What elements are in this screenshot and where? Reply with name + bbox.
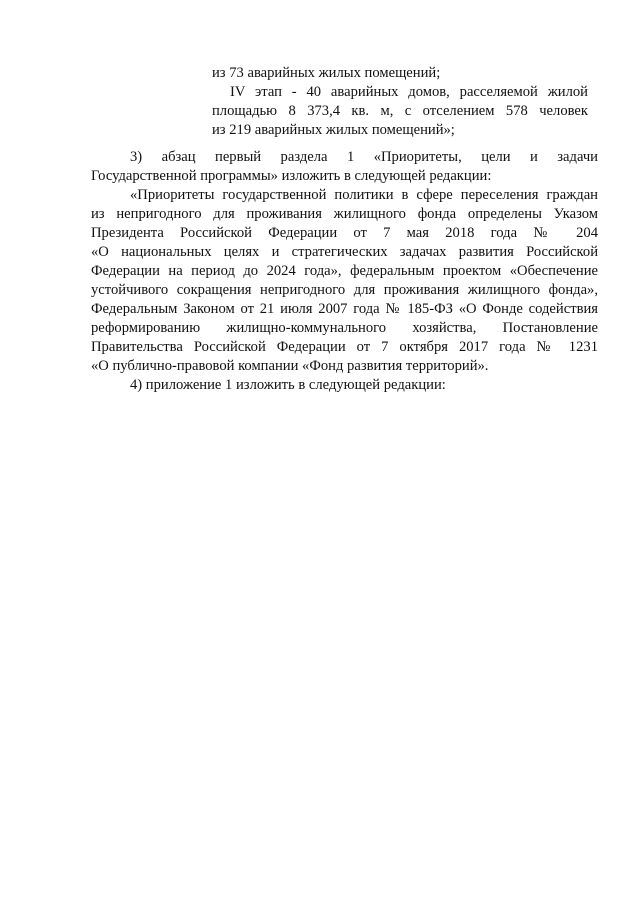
quote-line: «Приоритеты государственной политики в сфере переселения граждан: [130, 187, 598, 203]
quote-line: Президента Российской Федерации от 7 мая 2018 года № 204: [91, 225, 598, 241]
quote-line: Федерации на период до 2024 года», федеральным проектом «Обеспечение: [91, 263, 598, 279]
text-line: Государственной программы» изложить в следующей редакции:: [91, 168, 492, 184]
quote-line: устойчивого сокращения непригодного для проживания жилищного фонда»,: [91, 282, 598, 298]
paragraph-item-4: 4) приложение 1 изложить в следующей редакции:: [130, 377, 446, 393]
quote-line: Правительства Российской Федерации от 7 октября 2017 года № 1231: [91, 339, 598, 355]
quote-line: реформированию жилищно-коммунального хозяйства, Постановление: [91, 320, 598, 336]
quote-line: из непригодного для проживания жилищного фонда определены Указом: [91, 206, 598, 222]
text-line: из 73 аварийных жилых помещений;: [212, 65, 441, 81]
text-line: площадью 8 373,4 кв. м, с отселением 578 человек: [212, 103, 588, 119]
text-line: из 219 аварийных жилых помещений»;: [212, 122, 455, 138]
quote-line: Федеральным Законом от 21 июля 2007 года № 185-ФЗ «О Фонде содействия: [91, 301, 598, 317]
text-line: IV этап - 40 аварийных домов, расселяемой жилой: [230, 84, 588, 100]
paragraph-item-3: 3) абзац первый раздела 1 «Приоритеты, цели и задачи: [130, 149, 598, 165]
quote-line: «О национальных целях и стратегических задачах развития Российской: [91, 244, 598, 260]
quote-line: «О публично-правовой компании «Фонд развития территорий».: [91, 358, 489, 374]
